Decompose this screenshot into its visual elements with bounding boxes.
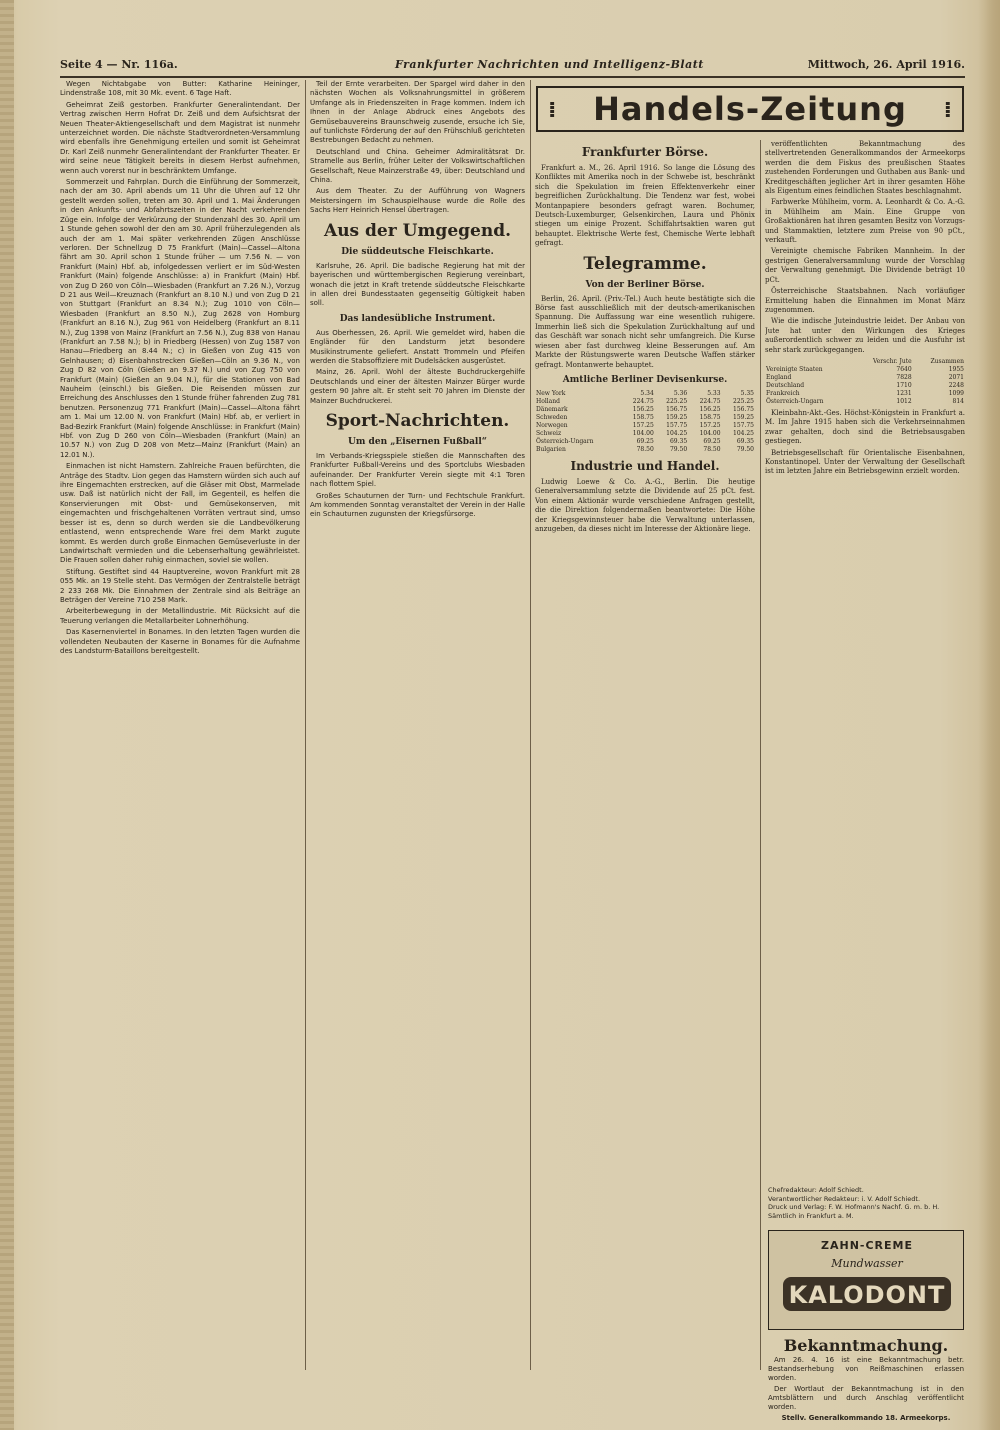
- page-header: [60, 52, 965, 74]
- article-paragraph: Arbeiterbewegung in der Metallindustrie. Mit Rücksicht auf die Teuerung verlangen die Metallarbeiter Lohnerhöhung.: [60, 607, 300, 625]
- bekanntmachung-signature: Stellv. Generalkommando 18. Armeekorps.: [781, 1414, 951, 1422]
- instrument-subheading: Das landesübliche Instrument.: [339, 313, 496, 324]
- jute-value: 7640: [896, 365, 912, 373]
- rate-value: 5.33: [707, 389, 721, 397]
- column-trade-news: [765, 140, 965, 1220]
- devisen-table: [535, 390, 755, 454]
- currency-name: Österreich-Ungarn: [536, 437, 594, 445]
- article-paragraph: Das Kasernenviertel in Bonames. In den letzten Tagen wurden die vollendeten Neubauten der Kaserne in Bonames für die Aufnahme des Landsturm-Bataillons bereitgestellt.: [60, 628, 300, 655]
- country-name: Deutschland: [766, 381, 805, 389]
- masthead-ornament-icon: ⁞: [943, 98, 952, 123]
- header-rule: [60, 76, 965, 78]
- jute-value: 2248: [948, 381, 964, 389]
- table-row: [535, 446, 755, 454]
- table-row: [535, 390, 755, 398]
- article-paragraph: Mainz, 26. April. Wohl der älteste Buchdruckergehilfe Deutschlands und einer der ältesten Mainzer Bürger wurde gestern 90 Jahre alt. Er steht seit 70 Jahren im Dienste der Mainzer Buchdruckerei.: [310, 368, 525, 405]
- kalodont-advertisement: [768, 1230, 964, 1330]
- rate-value: 104.00: [699, 429, 721, 437]
- rate-value: 69.35: [669, 437, 688, 445]
- rate-value: 156.25: [632, 405, 654, 413]
- jute-table: [765, 358, 965, 406]
- rate-value: 224.75: [632, 397, 654, 405]
- currency-name: Holland: [536, 397, 560, 405]
- ad-line-zahncreme: ZAHN-CREME: [821, 1239, 913, 1252]
- devisen-heading: Amtliche Berliner Devisenkurse.: [562, 374, 728, 385]
- article-paragraph: Aus dem Theater. Zu der Aufführung von Wagners Meistersingern im Schauspielhause wurde die Rolle des Sachs Herr Heinrich Hensel übertragen.: [310, 187, 525, 215]
- jute-value: 1099: [948, 389, 964, 397]
- article-paragraph: Sommerzeit und Fahrplan. Durch die Einführung der Sommerzeit, nach der am 30. April abends um 11 Uhr die Uhren auf 12 Uhr gestellt werden sollen, treten am 30. April und 1. Mai Änderungen in den Ankunfts- und Abfahrtszeiten in der Nacht verkehrenden Züge ein. Infolge der Verkürzung der Stundenzahl des 30. April um 1 Stunde gehen sowohl der den am 30. April früherzulegenden als auch der am 1. Mai später verkehrenden Zügen Anschlüsse verloren. Der Schnellzug D 75 Frankfurt (Main)—Cassel—Altona fährt am 30. April schon 1 Stunde früher — um 7.56 N. — von Frankfurt (Main) Hbf. ab, infolgedessen verliert er im Süd-Westen Frankfurt (Main) folgende Anschlüsse: a) in Frankfurt (Main) Hbf. von Zug D 260 von Cöln—Wiesbaden (Frankfurt an 7.26 N.), Vorzug D 21 aus Weil—Kreuznach (Frankfurt an 8.10 N.) und von Zug D 21 von Stuttgart (Frankfurt an 8.34 N.); Zug 1010 von Cöln—Wiesbaden (Frankfurt an 8.50 N.), Zug 2628 von Homburg (Frankfurt an 8.16 N.), Zug 961 von Heidelberg (Frankfurt an 8.11 N.), Zug 1398 von Mainz (Frankfurt an 7.56 N.), Zug 838 von Hanau (Frankfurt an 7.58 N.); b) in Friedberg (Hessen) von Zug 1587 von Hanau—Friedberg an 8.44 N.; c) in Gießen von Zug 415 von Gelnhausen; d) Eisenbahnstrecken Gießen—Cöln an 9.36 N., von Zug D 82 von Cöln (Gießen an 9.37 N.) und von Zug 750 von Frankfurt (Main) (Gießen an 9.04 N.), für die Stationen von Bad Nauheim (einschl.) bis Gießen. Die Reisenden müssen zur Erreichung des Anschlusses den 1 Stunde früher fahrenden Zug 781 benutzen. Personenzug 771 Frankfurt (Main)—Cassel—Altona fährt am 1. Mai um 12.00 N. von Frankfurt (Main) Hbf. ab, er verliert in Bad-Bezirk Frankfurt (Main) folgende Anschlüsse: in Frankfurt (Main) Hbf. von Zug D 260 von Cöln—Wiesbaden (Frankfurt (Main) an 10.57 N.) von Zug D 208 von Metz—Mainz (Frankfurt (Main) an 12.01 N.).: [60, 178, 300, 459]
- table-row: [535, 406, 755, 414]
- page-binding: [0, 0, 14, 1430]
- ad-brand-name: KALODONT: [788, 1281, 946, 1309]
- column-rule: [530, 80, 531, 1370]
- fussball-subheading: Um den „Eisernen Fußball“: [348, 436, 487, 447]
- column-boerse: [535, 140, 755, 1370]
- rate-value: 157.25: [632, 421, 654, 429]
- article-paragraph: Österreichische Staatsbahnen. Nach vorläufiger Ermittelung haben die Einnahmen im Monat März zugenommen.: [765, 287, 965, 314]
- country-name: Vereinigte Staaten: [766, 365, 823, 373]
- fleischkarte-subheading: Die süddeutsche Fleischkarte.: [341, 246, 494, 257]
- article-paragraph: Im Verbands-Kriegsspiele stießen die Mannschaften des Frankfurter Fußball-Vereins und des Sportclubs Wiesbaden aufeinander. Der Frankfurter Verein siegte mit 4:1 Toren nach flottem Spiel.: [310, 451, 525, 489]
- imprint-line: Druck und Verlag: F. W. Hofmann's Nachf. G. m. b. H. Sämtlich in Frankfurt a. M.: [768, 1203, 940, 1220]
- jute-value: 1710: [896, 381, 912, 389]
- table-header: [765, 358, 853, 366]
- jute-value: 1012: [896, 397, 912, 405]
- table-header: Verschr. Jute: [872, 357, 912, 365]
- article-paragraph: veröffentlichten Bekanntmachung des stellvertretenden Generalkommandos der Armeekorps werden die dem Fiskus des preußischen Staates zustehenden Forderungen und Guthaben aus Bank- und Kreditgeschäften jeglicher Art in ihrer gesamten Höhe als Eigentum eines feindlichen Staates beschlagnahmt.: [765, 140, 965, 196]
- telegramme-heading: Telegramme.: [583, 253, 707, 274]
- currency-name: Dänemark: [536, 405, 568, 413]
- page-number: Seite 4 — Nr. 116a.: [60, 58, 178, 71]
- rate-value: 78.50: [703, 445, 721, 453]
- sport-heading: Sport-Nachrichten.: [325, 410, 510, 431]
- rate-value: 69.35: [736, 437, 754, 445]
- imprint-line: Chefredakteur: Adolf Schiedt.: [768, 1186, 864, 1194]
- column-regional-sport: [310, 80, 525, 1370]
- rate-value: 69.25: [636, 437, 654, 445]
- rate-value: 79.50: [669, 445, 688, 453]
- country-name: Österreich-Ungarn: [766, 397, 824, 405]
- bekanntmachung: [768, 1336, 964, 1425]
- table-row: [765, 374, 965, 382]
- article-paragraph: Betriebsgesellschaft für Orientalische Eisenbahnen, Konstantinopel. Unter der Verwaltung der Gesellschaft ist im letzten Jahre ein Betriebsgewinn erzielt worden.: [765, 448, 965, 476]
- rate-value: 158.75: [632, 413, 654, 421]
- article-paragraph: Großes Schauturnen der Turn- und Fechtschule Frankfurt. Am kommenden Sonntag veranstaltet der Verein in der Halle ein Schauturnen zugunsten der Kriegsfürsorge.: [310, 491, 525, 519]
- jute-value: 1955: [948, 365, 964, 373]
- country-name: England: [766, 373, 792, 381]
- rate-value: 156.75: [733, 405, 754, 413]
- ad-line-mundwasser: Mundwasser: [831, 1257, 903, 1270]
- article-paragraph: Der Wortlaut der Bekanntmachung ist in den Amtsblättern und durch Anschlag veröffentlicht worden.: [768, 1385, 964, 1411]
- table-row: [535, 414, 755, 422]
- article-paragraph: Einmachen ist nicht Hamstern. Zahlreiche Frauen befürchten, die Anträge des Stadtv. Lion gegen das Hamstern würden sich auch auf ihre Eingemachten erstrecken, auf die Gläser mit Obst, Marmelade usw. Daß ist natürlich nicht der Fall, im Gegenteil, es helfen die Konservierungen mit Obst- und Gemüsekonserven, mit eingemachten und frischgehaltenen Vorräten vertraut sind, umso besser ist es, denn so durch werden sie die Landbevölkerung entlastend, wenn entsprechende Ware frei dem Markt zugute kommt. Es werden durch große Einmachen Gemüseverluste in der Landwirtschaft vermieden und die Lebenserhaltung gewährleistet. Die Frauen sollen daher ruhig einmachen, soviel sie wollen.: [60, 462, 300, 565]
- article-paragraph: Karlsruhe, 26. April. Die badische Regierung hat mit der bayerischen und württembergischen Regierung vereinbart, wonach die jetzt in Kraft tretende süddeutsche Fleischkarte in allen drei Bundesstaaten gegenseitig Gültigkeit haben soll.: [310, 261, 525, 308]
- page-edge: [978, 0, 1000, 1430]
- rate-value: 156.75: [666, 405, 688, 413]
- article-paragraph: Geheimrat Zeiß gestorben. Frankfurter Generalintendant. Der Vertrag zwischen Herrn Hofrat Dr. Zeiß und dem Aufsichtsrat der Neuen Theater-Aktiengesellschaft und dem Magistrat ist nunmehr unterzeichnet worden. Die nächste Stadtverordneten-Versammlung wird ebenfalls ihre Genehmigung erteilen und somit ist Geheimrat Dr. Karl Zeiß nunmehr Generalintendant der Frankfurter Theater. Er wird seine neue Tätigkeit bereits in diesem Herbst aufnehmen, wenn auch vorerst nur in beschränktem Umfange.: [60, 100, 300, 175]
- rate-value: 5.36: [673, 389, 688, 397]
- article-paragraph: Ludwig Loewe & Co. A.-G., Berlin. Die heutige Generalversammlung setzte die Dividende auf 25 pCt. fest. Von einem Aktionär wurde verschiedene Anfragen gestellt, die die Direktion folgendermaßen beantwortete: Die Höhe der Kriegsgewinnsteuer habe die Verwaltung unterlassen, anzugeben, da dieses nicht im Interesse der Aktionäre liege.: [535, 477, 755, 533]
- table-row: [765, 398, 965, 406]
- article-paragraph: Teil der Ernte verarbeiten. Der Spargel wird daher in den nächsten Wochen als Volksnahrungsmittel in größerem Umfange als in Friedenszeiten in Frage kommen. Indem ich Ihnen in der Anlage Abdruck eines Angebots des Gemüsebauvereins Braunschweig zusende, ersuche ich Sie, auf tunlichste Förderung der auf den Frühschluß gerichteten Bestrebungen Bedacht zu nehmen.: [310, 80, 525, 145]
- umgegend-heading: Aus der Umgegend.: [324, 220, 511, 241]
- currency-name: Schweden: [536, 413, 568, 421]
- article-paragraph: Am 26. 4. 16 ist eine Bekanntmachung betr. Bestandserhebung von Reißmaschinen erlassen worden.: [768, 1356, 964, 1382]
- article-paragraph: Stiftung. Gestiftet sind 44 Hauptvereine, wovon Frankfurt mit 28 055 Mk. an 19 Stelle steht. Das Vermögen der Zentralstelle beträgt 2 233 268 Mk. Die Einnahmen der Zentrale sind als Beiträge an Beträgen der Vereine 710 258 Mark.: [60, 567, 300, 604]
- article-paragraph: Aus Oberhessen, 26. April. Wie gemeldet wird, haben die Engländer für den Landsturm jetzt besondere Musikinstrumente geliefert. Anstatt Trommeln und Pfeifen werden die Stabsoffiziere mit Dudelsäcken ausgerüstet.: [310, 328, 525, 365]
- newspaper-title: Frankfurter Nachrichten und Intelligenz-Blatt: [395, 58, 704, 71]
- column-rule: [760, 140, 761, 1370]
- jute-value: 7828: [896, 373, 912, 381]
- jute-value: 814: [952, 397, 964, 405]
- handels-zeitung-masthead: [536, 86, 964, 132]
- table-row: [535, 430, 755, 438]
- table-row: [765, 390, 965, 398]
- berliner-boerse-subheading: Von der Berliner Börse.: [585, 279, 705, 290]
- currency-name: Schweiz: [536, 429, 562, 437]
- imprint-line: Verantwortlicher Redakteur: i. V. Adolf Schiedt.: [768, 1194, 921, 1203]
- rate-value: 104.00: [632, 429, 654, 437]
- table-row: [765, 366, 965, 374]
- imprint: [768, 1186, 964, 1220]
- table-header: Zusammen: [930, 357, 964, 365]
- rate-value: 157.75: [666, 421, 688, 429]
- country-name: Frankreich: [766, 389, 800, 397]
- currency-name: New York: [536, 389, 566, 397]
- rate-value: 79.50: [736, 445, 754, 453]
- handels-zeitung-title: Handels-Zeitung: [593, 90, 907, 128]
- article-paragraph: Vereinigte chemische Fabriken Mannheim. In der gestrigen Generalversammlung wurde der Vorschlag der Verwaltung genehmigt. Die Dividende beträgt 10 pCt.: [765, 247, 965, 284]
- rate-value: 156.25: [699, 405, 721, 413]
- rate-value: 225.25: [733, 397, 754, 405]
- rate-value: 159.25: [733, 413, 754, 421]
- jute-value: 2071: [948, 373, 964, 381]
- column-rule: [305, 80, 306, 1370]
- article-paragraph: Deutschland und China. Geheimer Admiralitätsrat Dr. Stramelle aus Berlin, früher Leiter der Volkswirtschaftlichen Gesellschaft, Neue Mainzerstraße 49, über: Deutschland und China.: [310, 147, 525, 185]
- jute-value: 1231: [896, 389, 912, 397]
- issue-date: Mittwoch, 26. April 1916.: [807, 58, 965, 71]
- table-row: [535, 422, 755, 430]
- masthead-ornament-icon: ⁞: [548, 98, 557, 123]
- rate-value: 78.50: [636, 445, 654, 453]
- rate-value: 69.25: [703, 437, 721, 445]
- table-row: [535, 438, 755, 446]
- rate-value: 104.25: [733, 429, 754, 437]
- column-local-news: [60, 80, 300, 1370]
- currency-name: Norwegen: [536, 421, 568, 429]
- rate-value: 157.25: [699, 421, 721, 429]
- article-paragraph: Berlin, 26. April. (Priv.-Tel.) Auch heute bestätigte sich die Börse fast ausschließlich mit der deutsch-amerikanischen Spannung. Die Auffassung war eine wesentlich ruhigere. Immerhin ließ sich die Spekulation Zurückhaltung auf und das Geschäft war sonach nicht sehr umfangreich. Die Kurse wiesen aber fast durchweg kleine Besserungen auf. Am Markte der Rüstungswerte waren Deutsche Waffen stärker gefragt. Montanwerte behauptet.: [535, 294, 755, 369]
- rate-value: 225.25: [666, 397, 688, 405]
- rate-value: 104.25: [666, 429, 688, 437]
- rate-value: 158.75: [699, 413, 721, 421]
- currency-name: Bulgarien: [536, 445, 566, 453]
- rate-value: 159.25: [666, 413, 688, 421]
- article-paragraph: Farbwerke Mühlheim, vorm. A. Leonhardt & Co. A.-G. in Mühlheim am Main. Eine Gruppe von Großaktionären hat ihren gesamten Besitz von Vorzugs- und Stammaktien, letztere zum Preise von 90 pCt., verkauft.: [765, 198, 965, 245]
- article-paragraph: Wegen Nichtabgabe von Butter: Katharine Heininger, Lindenstraße 108, mit 30 Mk. event. 6 Tage Haft.: [60, 80, 300, 98]
- rate-value: 5.34: [640, 389, 654, 397]
- article-paragraph: Wie die indische Juteindustrie leidet. Der Anbau von Jute hat unter den Wirkungen des Krieges außerordentlich schwer zu leiden und die Ausfuhr ist sehr stark zurückgegangen.: [765, 317, 965, 354]
- bekanntmachung-title: Bekanntmachung.: [783, 1336, 949, 1355]
- industrie-heading: Industrie und Handel.: [570, 458, 720, 473]
- table-row: [535, 398, 755, 406]
- rate-value: 5.35: [740, 389, 754, 397]
- rate-value: 157.75: [733, 421, 754, 429]
- table-row: [765, 382, 965, 390]
- rate-value: 224.75: [699, 397, 721, 405]
- article-paragraph: Frankfurt a. M., 26. April 1916. So lange die Lösung des Konfliktes mit Amerika noch in der Schwebe ist, beschränkt sich die Spekulation im freien Effektenverkehr einer begreiflichen Zurückhaltung. Die Tendenz war fest, wobei Montanpapiere besonders gefragt waren. Bochumer, Deutsch-Luxemburger, Gelsenkirchen, Laura und Phönix stiegen um einige Prozent. Schiffahrtsaktien waren gut behauptet. Elektrische Werte fest, Chemische Werte lebhaft gefragt.: [535, 164, 755, 248]
- article-paragraph: Kleinbahn-Akt.-Ges. Höchst-Königstein in Frankfurt a. M. Im Jahre 1915 haben sich die Verkehrseinnahmen zwar gehalten, doch sind die Betriebsausgaben gestiegen.: [765, 408, 965, 446]
- boerse-heading: Frankfurter Börse.: [581, 145, 709, 159]
